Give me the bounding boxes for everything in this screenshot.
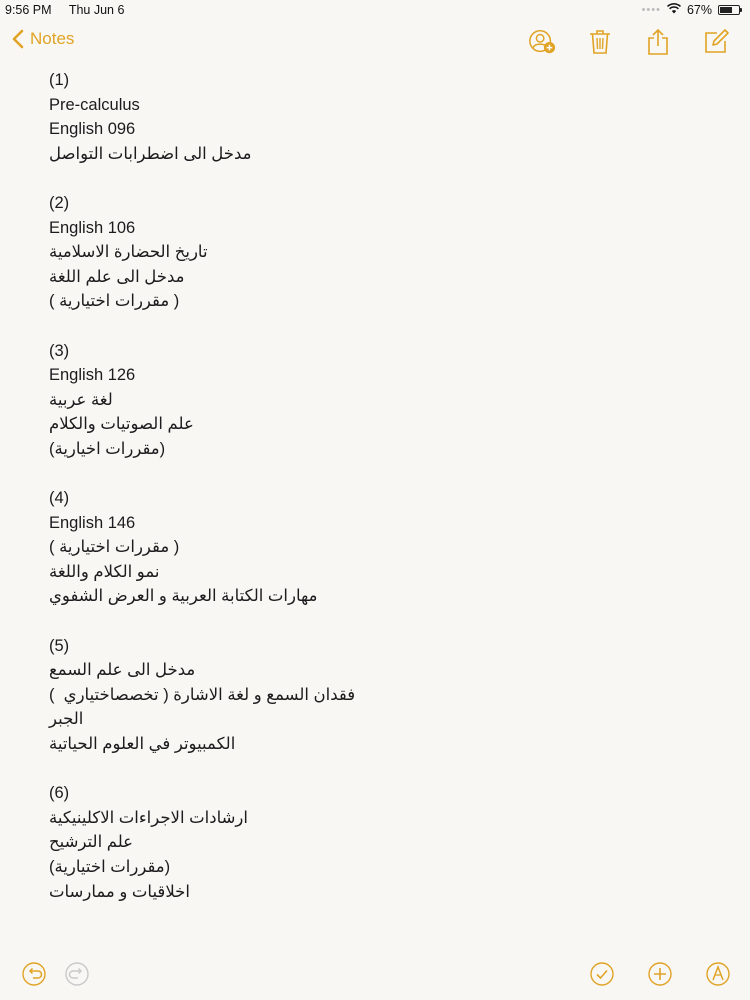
back-button[interactable] [12,29,74,49]
undo-icon[interactable] [22,962,46,986]
redo-icon[interactable] [65,962,89,986]
note-line-text: ( مقررات اختيارية ) [49,292,180,311]
bottom-toolbar [0,950,750,1000]
status-left [5,3,138,17]
compose-icon[interactable] [702,28,730,56]
note-blank-line [49,314,710,339]
note-line [49,265,710,290]
note-line [49,830,710,855]
add-people-icon[interactable] [528,28,556,56]
battery-percent: 67% [686,3,712,17]
note-line [49,806,710,831]
note-line: (3) [49,341,70,360]
note-blank-line [49,609,710,634]
note-line-text: علم الترشيح [49,833,134,852]
battery-icon [718,5,740,15]
note-blank-line [49,462,710,487]
share-icon[interactable] [644,28,672,56]
note-line [49,437,710,462]
note-line: English 126 [49,366,136,385]
note-line-text: الكمبيوتر في العلوم الحياتية [49,735,236,754]
note-line: English 096 [49,120,136,139]
note-line: (6) [49,784,70,803]
status-right [642,3,740,17]
note-line-text: الجبر [49,710,84,729]
note-line: English 146 [49,513,136,532]
battery-fill [720,7,732,13]
note-line [49,142,710,167]
note-line [49,732,710,757]
note-blank-line [49,166,710,191]
note-line-text: لغة عربية [49,390,113,409]
status-time: 9:56 PM [5,3,52,17]
note-line-text: تاريخ الحضارة الاسلامية [49,243,208,262]
back-button-label: Notes [30,29,75,48]
note-line: (1) [49,71,70,89]
note-line: Pre-calculus [49,95,140,114]
note-line [49,855,710,880]
status-bar [0,0,750,22]
note-line-text: مدخل الى علم اللغة [49,267,185,286]
note-line-text: علم الصوتيات والكلام [49,415,194,434]
markup-icon[interactable] [706,962,730,986]
add-icon[interactable] [648,962,672,986]
note-line-text: (مقررات اختيارية) [49,858,171,876]
nav-actions [528,28,730,56]
note-line [49,707,710,732]
note-line: (2) [49,193,70,212]
note-line-text: ارشادات الاجراءات الاكلينيكية [49,808,248,827]
bottom-right-actions [590,962,730,986]
note-line [49,412,710,437]
note-line: English 106 [49,218,136,237]
nav-bar [0,24,750,64]
checklist-icon[interactable] [590,962,614,986]
note-line [49,388,710,413]
status-date: Thu Jun 6 [68,3,125,17]
note-body[interactable] [49,68,710,904]
wifi-icon [667,3,681,17]
cellular-signal-icon: •••• [641,4,661,16]
note-line-text: (مقررات اخيارية) [49,439,166,458]
note-line: (4) [49,489,70,508]
note-line-text: اخلاقيات و ممارسات [49,882,190,901]
note-line [49,289,710,314]
note-line: (5) [49,636,70,655]
note-line-text: مهارات الكتابة العربية و العرض الشفوي [49,587,318,606]
note-line-text: مدخل الى اضطرابات التواصل [49,144,252,163]
note-line [49,560,710,585]
note-line-text: نمو الكلام واللغة [49,562,160,581]
bottom-left-actions [22,962,89,986]
chevron-left-icon [12,29,24,49]
note-line-text: ( مقررات اختيارية ) [49,538,180,557]
note-line-text: فقدان السمع و لغة الاشارة ( تخصصاختياري ) [49,685,356,704]
note-line [49,880,710,905]
note-line [49,535,710,560]
note-line [49,240,710,265]
note-line [49,584,710,609]
note-line [49,683,710,708]
note-blank-line [49,757,710,782]
trash-icon[interactable] [586,28,614,56]
note-line-text: مدخل الى علم السمع [49,661,196,680]
note-line [49,658,710,683]
